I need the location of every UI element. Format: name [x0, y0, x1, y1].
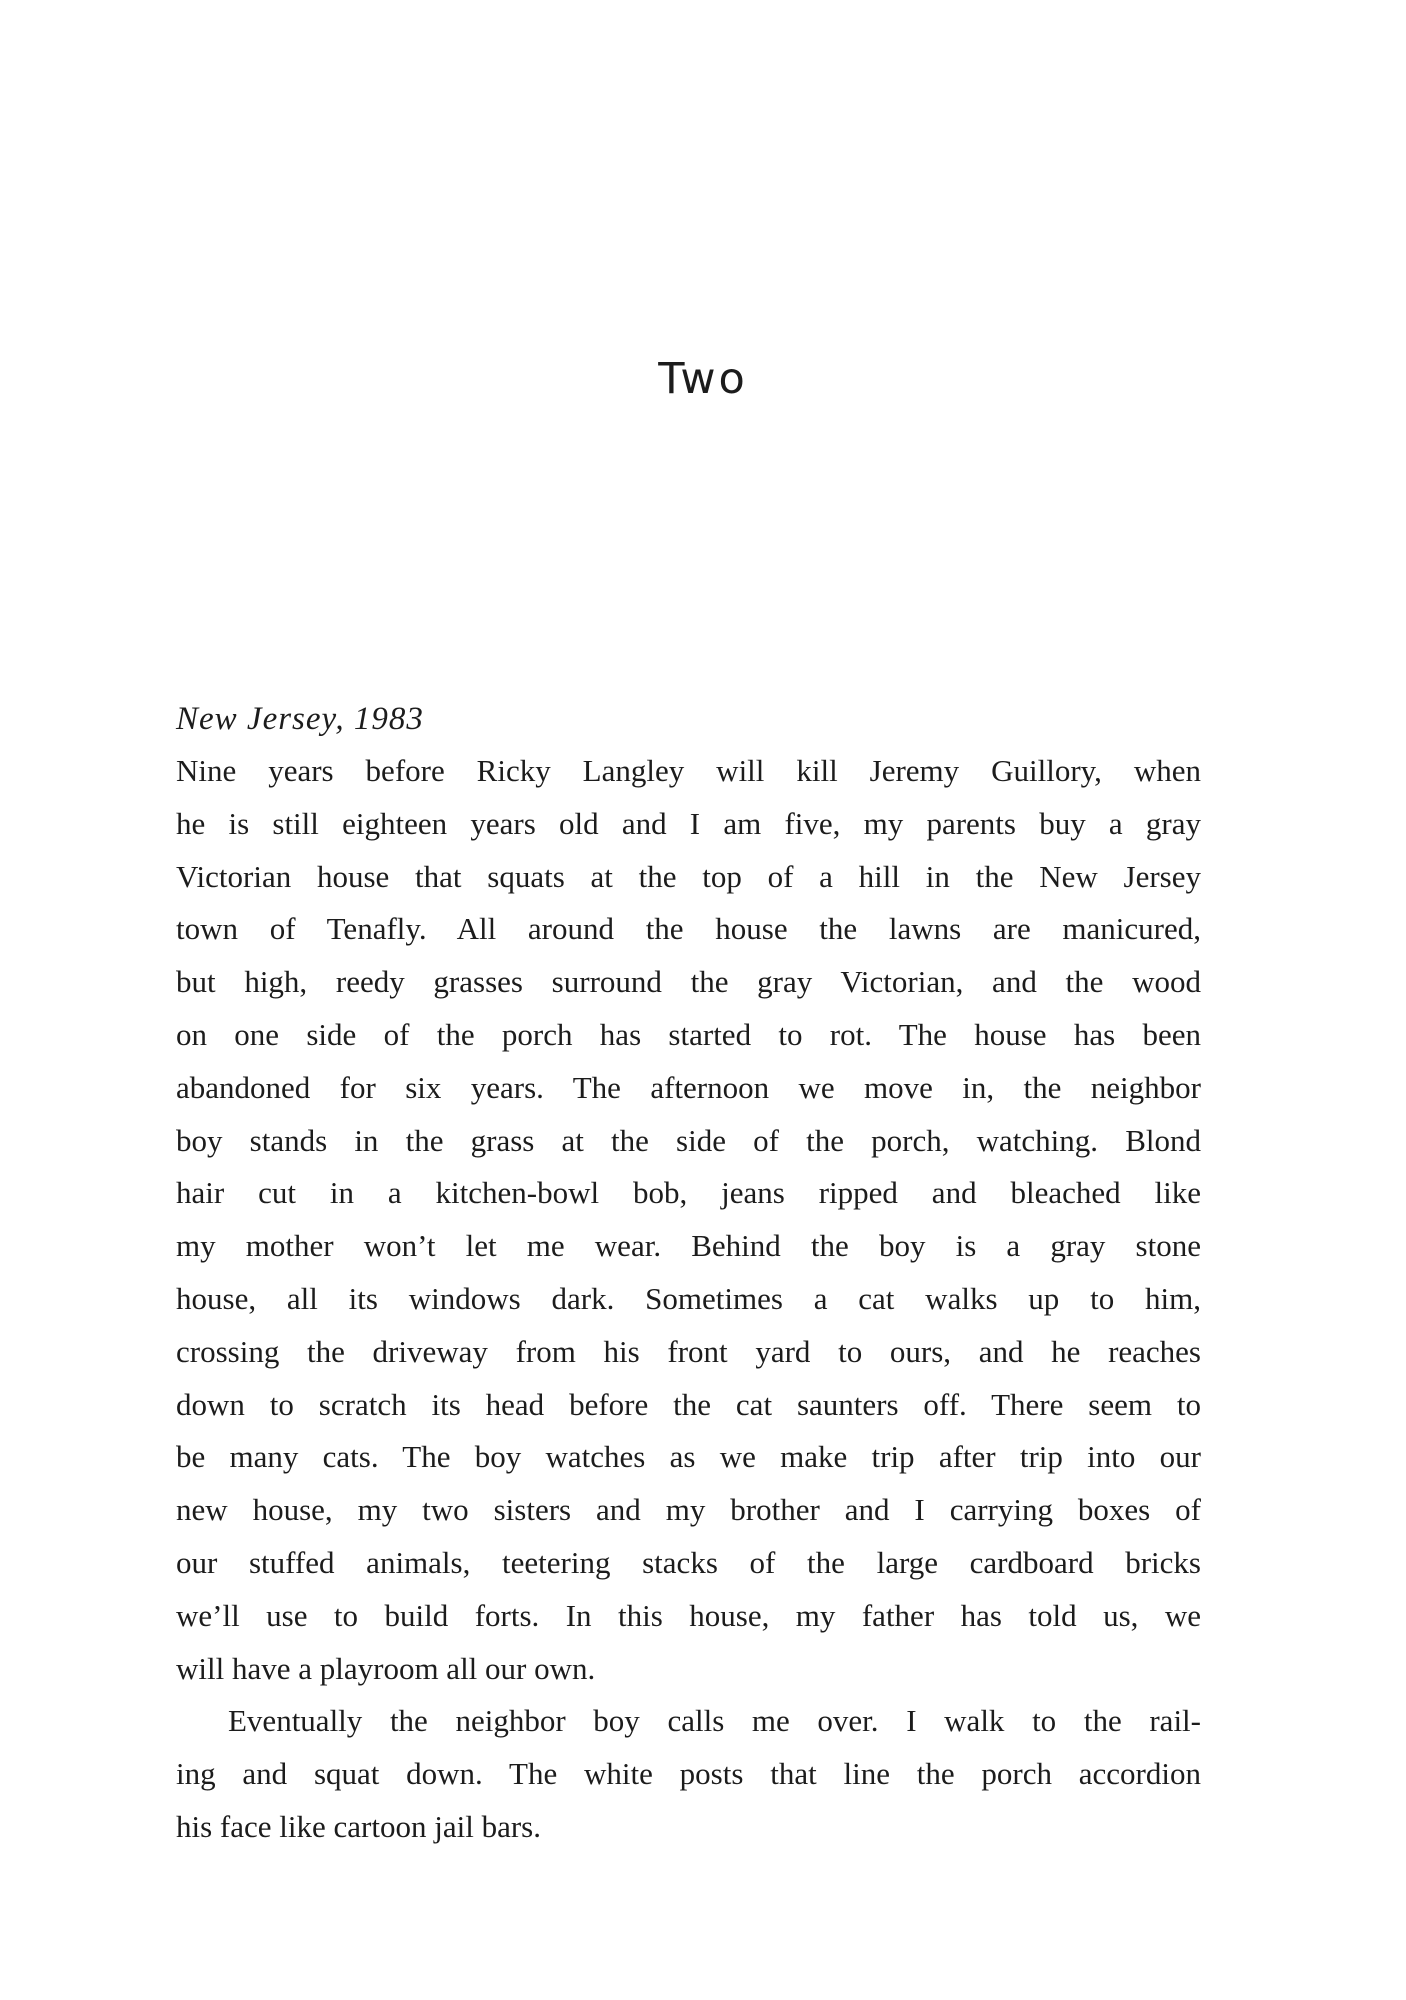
paragraph-line: town of Tenafly. All around the house the lawns are manicured, [176, 911, 1201, 947]
section-locale: New Jersey, 1983 [176, 701, 424, 737]
paragraph-line: Eventually the neighbor boy calls me over. I walk to the rail- [228, 1703, 1201, 1739]
paragraph-1 [176, 745, 1201, 1695]
paragraph-line: his face like cartoon jail bars. [176, 1808, 541, 1844]
paragraph-line: ing and squat down. The white posts that line the porch accordion [176, 1756, 1201, 1792]
paragraph-line: new house, my two sisters and my brother and I carrying boxes of [176, 1492, 1201, 1528]
paragraph-line: Nine years before Ricky Langley will kill Jeremy Guillory, when [176, 753, 1201, 788]
paragraph-line: Victorian house that squats at the top of a hill in the New Jersey [176, 858, 1201, 894]
paragraph-line: but high, reedy grasses surround the gray Victorian, and the wood [176, 964, 1201, 1000]
paragraph-2 [176, 1695, 1201, 1853]
paragraph-line: be many cats. The boy watches as we make trip after trip into our [176, 1439, 1201, 1475]
paragraph-line: he is still eighteen years old and I am five, my parents buy a gray [176, 805, 1201, 841]
body-text [176, 693, 1201, 1854]
paragraph-line: house, all its windows dark. Sometimes a cat walks up to him, [176, 1280, 1201, 1316]
paragraph-line: down to scratch its head before the cat saunters off. There seem to [176, 1386, 1201, 1422]
paragraph-line: hair cut in a kitchen-bowl bob, jeans ripped and bleached like [176, 1175, 1201, 1211]
paragraph-line: we’ll use to build forts. In this house, my father has told us, we [176, 1597, 1201, 1633]
paragraph-line: abandoned for six years. The afternoon we move in, the neighbor [176, 1069, 1201, 1105]
paragraph-line: will have a playroom all our own. [176, 1650, 596, 1686]
paragraph-line: my mother won’t let me wear. Behind the boy is a gray stone [176, 1228, 1201, 1264]
paragraph-line: boy stands in the grass at the side of the porch, watching. Blond [176, 1122, 1201, 1158]
chapter-title: Two [658, 354, 748, 404]
paragraph-line: our stuffed animals, teetering stacks of the large cardboard bricks [176, 1544, 1201, 1580]
paragraph-line: crossing the driveway from his front yard to ours, and he reaches [176, 1333, 1201, 1369]
paragraph-line: on one side of the porch has started to rot. The house has been [176, 1016, 1201, 1052]
